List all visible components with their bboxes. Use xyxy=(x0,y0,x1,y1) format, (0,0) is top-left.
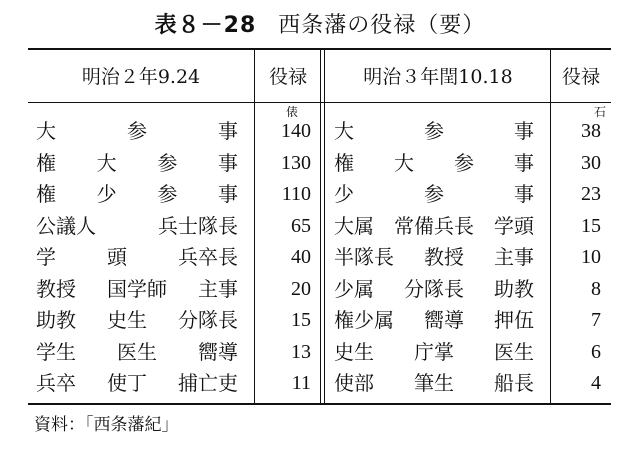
position-term: 大 xyxy=(394,150,414,175)
table-row xyxy=(28,240,611,274)
position-term: 捕亡吏 xyxy=(178,371,238,395)
right-stipend-value: 10 xyxy=(581,246,601,268)
right-stipend-value: 38 xyxy=(581,120,601,142)
position-term: 使丁 xyxy=(107,371,147,395)
position-term: 医生 xyxy=(494,339,534,364)
right-stipend-header: 役禄 xyxy=(561,66,600,88)
position-term: 少 xyxy=(334,182,354,206)
table-row xyxy=(28,114,611,148)
position-term: 教授 xyxy=(36,276,76,301)
position-term: 少 xyxy=(96,182,117,206)
position-term: 学 xyxy=(36,245,56,269)
position-term: 参 xyxy=(127,119,147,143)
left-position xyxy=(36,240,238,274)
position-term: 史生 xyxy=(334,339,374,364)
position-term: 常備兵長 xyxy=(394,213,474,238)
left-stipend-value: 15 xyxy=(291,309,311,331)
position-term: 事 xyxy=(514,182,534,206)
left-unit: 俵 xyxy=(286,105,299,119)
position-term: 分隊長 xyxy=(178,308,238,332)
source-note: 資料：「西条藩紀」 xyxy=(34,415,179,435)
right-position xyxy=(334,177,534,211)
position-term: 助教 xyxy=(36,308,76,332)
position-term: 事 xyxy=(217,182,238,206)
position-term: 主事 xyxy=(198,276,238,301)
right-stipend-value: 8 xyxy=(591,277,601,300)
position-term: 史生 xyxy=(107,308,147,332)
position-term: 医生 xyxy=(117,339,157,364)
left-stipend-value: 65 xyxy=(291,214,311,237)
left-stipend-value: 110 xyxy=(281,183,311,205)
left-stipend-value: 40 xyxy=(291,246,311,268)
stipend-table xyxy=(28,48,611,405)
position-term: 大属 xyxy=(334,213,374,238)
position-term: 兵卒長 xyxy=(178,245,238,269)
left-position xyxy=(36,209,238,243)
position-term: 助教 xyxy=(494,276,534,301)
position-term: 事 xyxy=(514,150,534,175)
right-position xyxy=(334,209,534,243)
position-term: 事 xyxy=(218,119,238,143)
left-position xyxy=(36,272,238,306)
left-stipend-header: 役禄 xyxy=(268,66,307,88)
position-term: 嚮導 xyxy=(198,339,238,364)
position-term: 押伍 xyxy=(494,308,534,332)
position-term: 少属 xyxy=(334,276,374,301)
table-row xyxy=(28,366,611,400)
left-position xyxy=(36,146,238,180)
table-row xyxy=(28,303,611,337)
position-term: 庁掌 xyxy=(414,339,454,364)
table-row xyxy=(28,335,611,369)
left-position xyxy=(36,335,238,369)
left-period-header: 明治２年9.24 xyxy=(81,66,201,88)
position-term: 大 xyxy=(334,119,354,143)
position-term: 学生 xyxy=(36,339,76,364)
left-stipend-value: 11 xyxy=(291,372,311,394)
right-position xyxy=(334,114,534,148)
table-title xyxy=(0,8,640,39)
right-period-header: 明治３年閏10.18 xyxy=(363,66,513,88)
left-stipend-value: 130 xyxy=(281,151,311,174)
right-stipend-value: 4 xyxy=(591,372,601,394)
left-stipend-value: 140 xyxy=(281,120,311,142)
position-term: 事 xyxy=(217,150,238,175)
position-term: 大 xyxy=(36,119,56,143)
position-term: 教授 xyxy=(424,245,464,269)
position-term: 参 xyxy=(454,150,474,175)
right-stipend-value: 30 xyxy=(581,151,601,174)
table-row xyxy=(28,177,611,211)
right-position xyxy=(334,303,534,337)
position-term: 半隊長 xyxy=(334,245,394,269)
position-term: 参 xyxy=(157,182,178,206)
position-term: 参 xyxy=(157,150,178,175)
right-unit: 石 xyxy=(594,105,607,119)
position-term: 分隊長 xyxy=(404,276,464,301)
left-position xyxy=(36,177,238,211)
position-term: 参 xyxy=(424,182,444,206)
table-row xyxy=(28,146,611,180)
right-stipend-value: 15 xyxy=(581,214,601,237)
position-term: 公議人 xyxy=(36,213,96,238)
left-stipend-value: 13 xyxy=(291,340,311,363)
position-term: 兵卒 xyxy=(36,371,76,395)
position-term: 船長 xyxy=(494,371,534,395)
position-term: 嚮導 xyxy=(424,308,464,332)
right-position xyxy=(334,272,534,306)
left-position xyxy=(36,366,238,400)
left-stipend-value: 20 xyxy=(291,277,311,300)
position-term: 頭 xyxy=(107,245,127,269)
position-term: 権 xyxy=(36,182,56,206)
position-term: 主事 xyxy=(494,245,534,269)
table-caption: 西条藩の役禄（要） xyxy=(278,13,486,38)
position-term: 権 xyxy=(334,150,354,175)
position-term: 権 xyxy=(36,150,56,175)
right-stipend-value: 7 xyxy=(591,309,601,331)
right-stipend-value: 23 xyxy=(581,183,601,205)
left-position xyxy=(36,114,238,148)
position-term: 大 xyxy=(96,150,117,175)
position-term: 事 xyxy=(514,119,534,143)
position-term: 国学師 xyxy=(107,276,167,301)
table-row xyxy=(28,209,611,243)
position-term: 権少属 xyxy=(334,308,394,332)
position-term: 兵士隊長 xyxy=(158,213,238,238)
right-position xyxy=(334,240,534,274)
position-term: 筆生 xyxy=(414,371,454,395)
right-position xyxy=(334,146,534,180)
right-position xyxy=(334,366,534,400)
right-position xyxy=(334,335,534,369)
left-position xyxy=(36,303,238,337)
position-term: 使部 xyxy=(334,371,374,395)
right-stipend-value: 6 xyxy=(591,340,601,363)
table-number: 表８－28 xyxy=(154,13,257,38)
position-term: 学頭 xyxy=(494,213,534,238)
table-row xyxy=(28,272,611,306)
position-term: 参 xyxy=(424,119,444,143)
